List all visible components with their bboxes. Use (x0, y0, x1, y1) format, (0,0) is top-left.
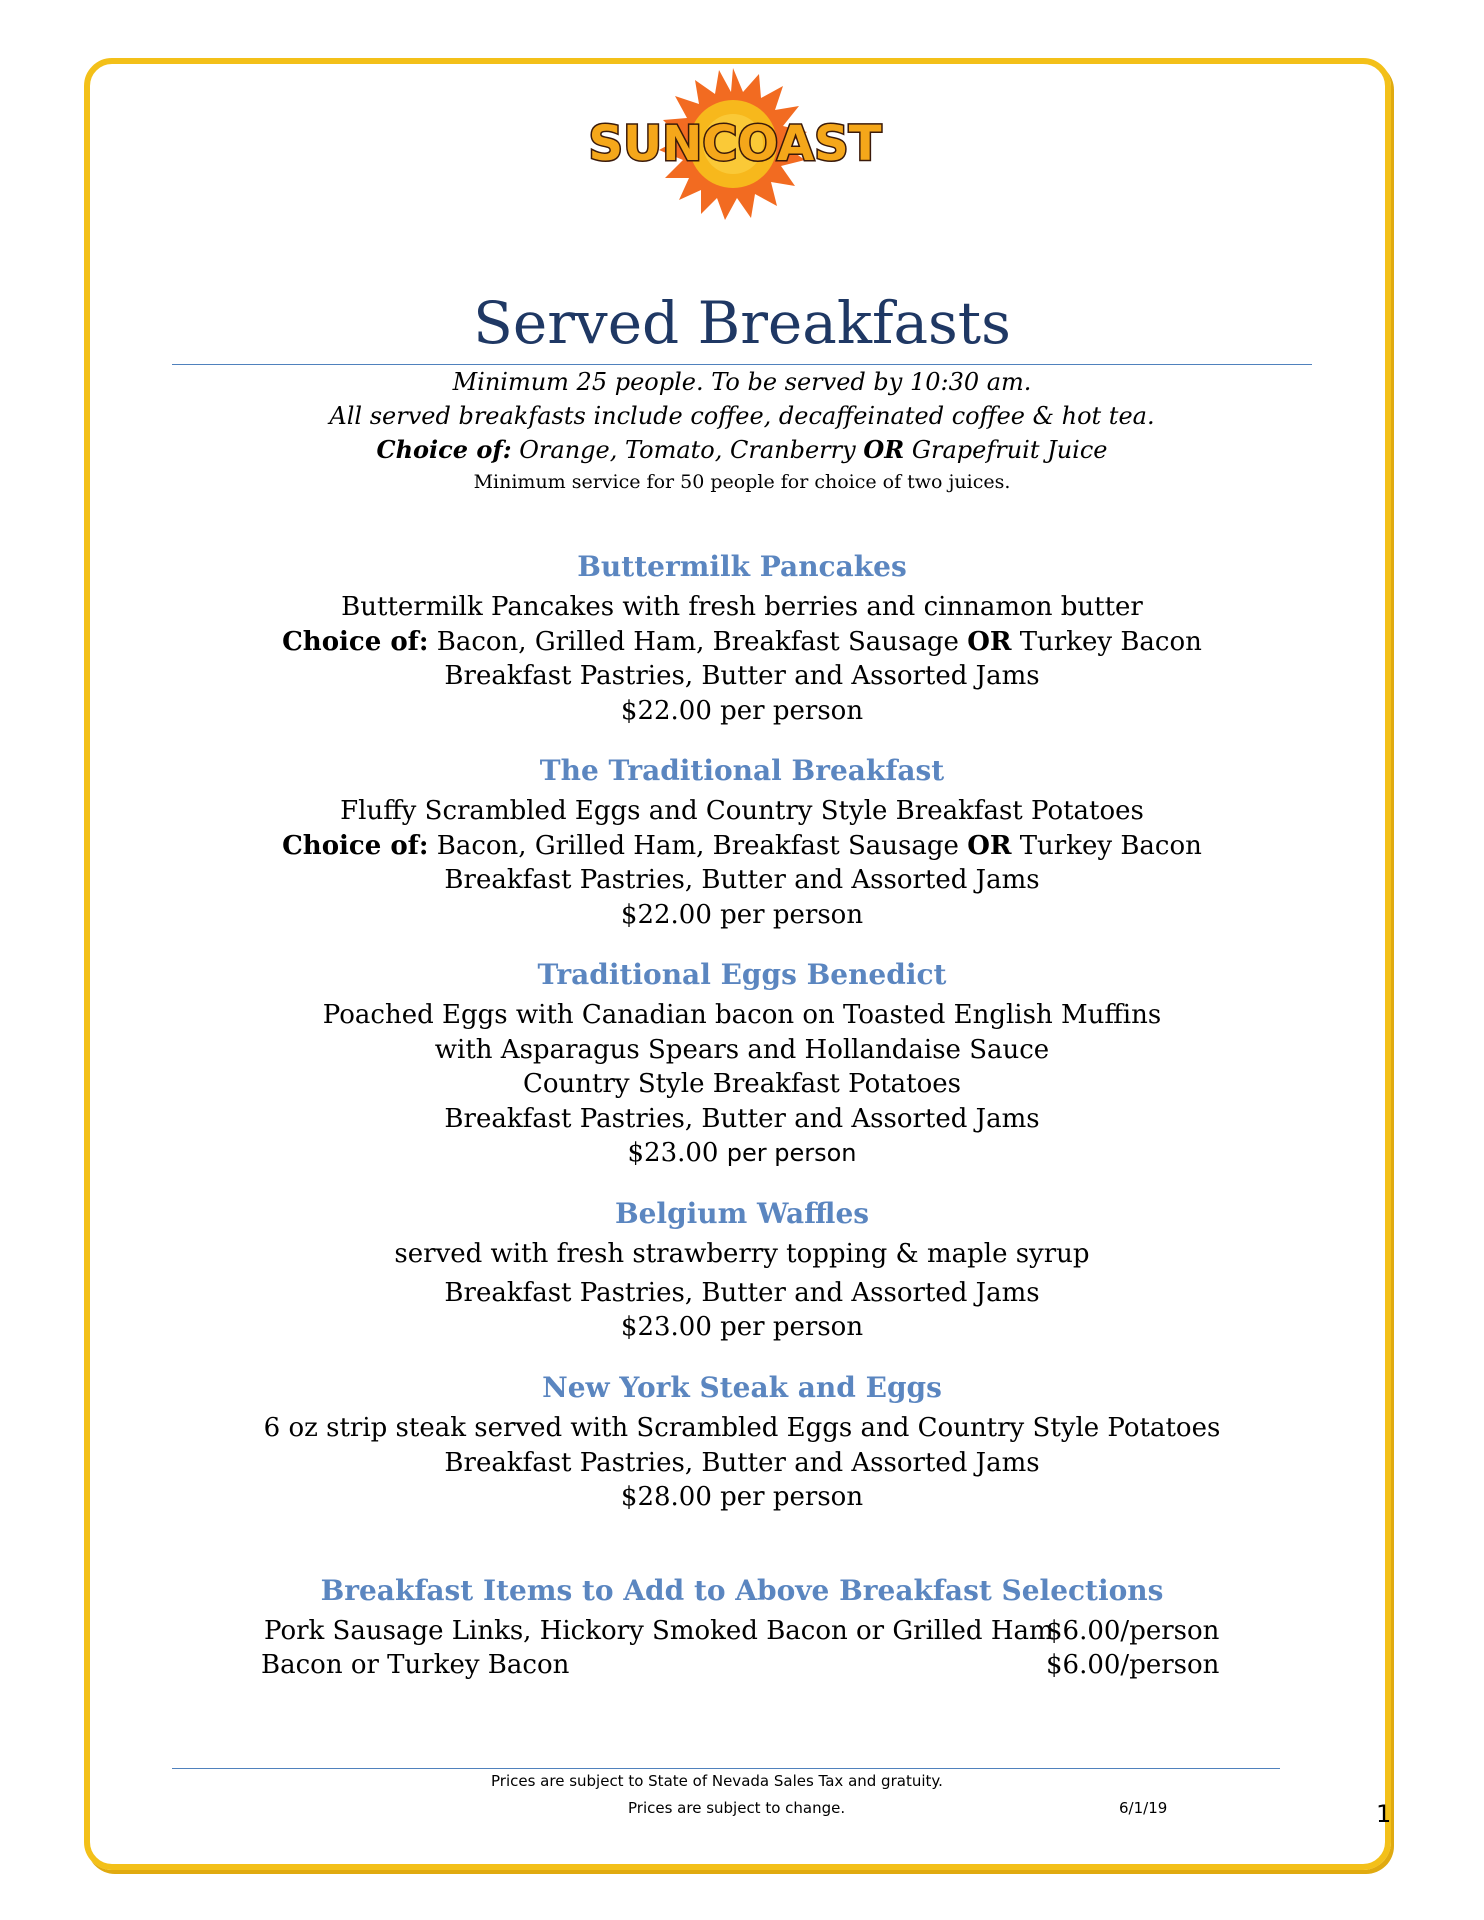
choice-options: Bacon, Grilled Ham, Breakfast Sausage (436, 830, 959, 861)
pancakes-description: Buttermilk Pancakes with fresh berries and cinnamon butter (341, 592, 1143, 622)
steak-heading: New York Steak and Eggs (542, 1371, 942, 1404)
juice-options-a: Orange, Tomato, Cranberry (519, 436, 856, 464)
footer-date: 6/1/19 (1119, 1799, 1168, 1817)
price-unit: per person (726, 1139, 857, 1167)
intro-minimum: Minimum 25 people. To be served by 10:30 am. (452, 368, 1032, 396)
waffles-pastries: Breakfast Pastries, Butter and Assorted Jams (444, 1277, 1040, 1308)
choice-option-last: Turkey Bacon (1019, 626, 1202, 657)
steak-pastries: Breakfast Pastries, Butter and Assorted Jams (444, 1447, 1040, 1478)
benedict-description: Poached Eggs with Canadian bacon on Toasted English Muffins (322, 1000, 1162, 1030)
pancakes-price: $22.00 per person (620, 695, 864, 726)
steak-price: $28.00 per person (620, 1482, 864, 1512)
footer-tax-note: Prices are subject to State of Nevada Sales Tax and gratuity. (491, 1772, 943, 1790)
benedict-sides: with Asparagus Spears and Hollandaise Sauce (434, 1034, 1050, 1065)
suncoast-logo (585, 68, 885, 223)
addon-item-price: $6.00/person (1046, 1650, 1220, 1680)
intro-includes: All served breakfasts include coffee, decaffeinated coffee & hot tea. (329, 402, 1155, 430)
menu-item-benedict (0, 956, 1484, 1171)
price-amount: $23.00 (627, 1138, 719, 1168)
waffles-description: served with fresh strawberry topping & maple syrup (394, 1239, 1090, 1269)
waffles-heading: Belgium Waffles (614, 1197, 870, 1230)
addons-heading: Breakfast Items to Add to Above Breakfast Selections (320, 1574, 1164, 1607)
benedict-price (0, 1136, 1484, 1171)
addon-item-name: Pork Sausage Links, Hickory Smoked Bacon or Grilled Ham (264, 1616, 1054, 1646)
menu-item-waffles (0, 1195, 1484, 1345)
steak-description: 6 oz strip steak served with Scrambled Eggs and Country Style Potatoes (263, 1413, 1221, 1443)
pancakes-pastries: Breakfast Pastries, Butter and Assorted Jams (444, 661, 1040, 691)
juice-or: OR (863, 435, 905, 464)
choice-options: Bacon, Grilled Ham, Breakfast Sausage (436, 626, 959, 657)
traditional-heading: The Traditional Breakfast (539, 754, 945, 787)
menu-item-steak (0, 1369, 1484, 1515)
intro-juice-minimum: Minimum service for 50 people for choice of two juices. (473, 471, 1011, 493)
juice-options-b: Grapefruit Juice (911, 436, 1108, 464)
choice-or: OR (967, 830, 1012, 861)
page-title: Served Breakfasts (473, 289, 1011, 357)
traditional-description: Fluffy Scrambled Eggs and Country Style Breakfast Potatoes (340, 796, 1144, 826)
intro-block (0, 365, 1484, 497)
choice-option-last: Turkey Bacon (1019, 830, 1202, 861)
benedict-heading: Traditional Eggs Benedict (537, 958, 947, 991)
pancakes-heading: Buttermilk Pancakes (577, 550, 907, 583)
logo-wordmark: SUNCOAST (588, 116, 882, 172)
traditional-pastries: Breakfast Pastries, Butter and Assorted Jams (444, 865, 1040, 895)
footer-change-note: Prices are subject to change. (628, 1799, 846, 1817)
waffles-price: $23.00 per person (620, 1312, 864, 1342)
choice-label: Choice of: (282, 626, 429, 657)
choice-or: OR (967, 626, 1012, 657)
benedict-potatoes: Country Style Breakfast Potatoes (522, 1069, 961, 1099)
benedict-pastries: Breakfast Pastries, Butter and Assorted Jams (444, 1103, 1040, 1134)
footer-rule (172, 1768, 1280, 1769)
menu-item-traditional (0, 752, 1484, 932)
traditional-price: $22.00 per person (620, 899, 864, 930)
intro-juice (0, 433, 1484, 467)
addon-item-price: $6.00/person (1046, 1616, 1220, 1646)
addon-item-name: Bacon or Turkey Bacon (261, 1650, 570, 1680)
pancakes-choice (0, 625, 1484, 660)
menu-item-pancakes (0, 548, 1484, 728)
traditional-choice (0, 829, 1484, 864)
page-number: 1 (1376, 1800, 1392, 1828)
choice-label: Choice of: (282, 830, 429, 861)
juice-label: Choice of: (376, 435, 512, 464)
